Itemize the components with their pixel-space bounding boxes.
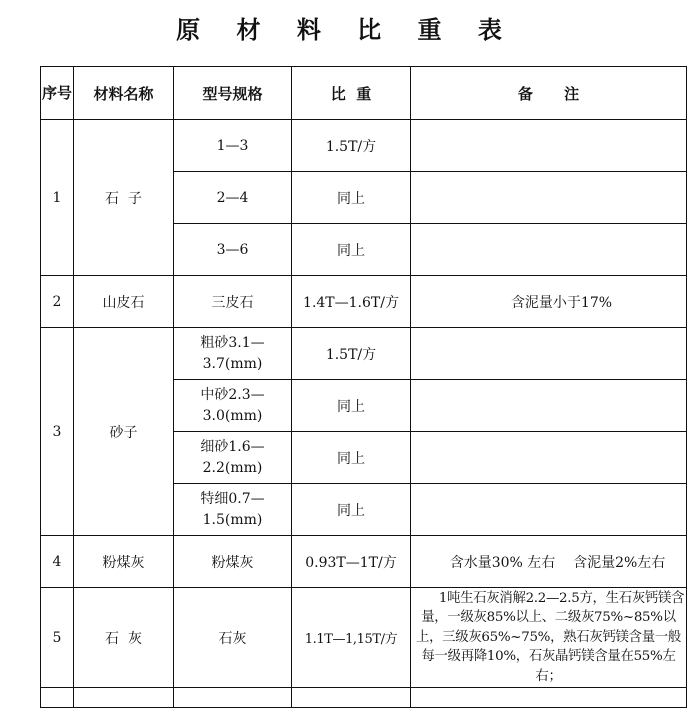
row3-spec-line2: 3.7(mm): [202, 355, 263, 372]
row4-density: 0.93T—1T/方: [292, 536, 411, 588]
row3-seq: 3: [41, 328, 74, 536]
header-row: [41, 67, 687, 120]
row6-name: [74, 688, 174, 708]
row3-spec-line1: 特细0.7—: [200, 490, 265, 507]
row5-name: 石 灰: [74, 588, 174, 688]
row3-spec-line1: 中砂2.3—: [200, 386, 265, 403]
row3-density: 同上: [292, 380, 411, 432]
row3-spec-line1: 细砂1.6—: [200, 438, 265, 455]
row3-spec: [174, 484, 292, 536]
table-row: [41, 688, 687, 708]
material-density-table: [40, 66, 687, 708]
row3-spec-line1: 粗砂3.1—: [200, 334, 265, 351]
row3-density: 1.5T/方: [292, 328, 411, 380]
row3-density: 同上: [292, 484, 411, 536]
row3-note: [411, 328, 687, 380]
row1-note: [411, 120, 687, 172]
row1-name: 石 子: [74, 120, 174, 276]
row5-note: [411, 588, 687, 688]
table-row: [41, 536, 687, 588]
header-spec: 型号规格: [174, 67, 292, 120]
header-seq: 序号: [41, 67, 74, 120]
row1-seq: 1: [41, 120, 74, 276]
row5-seq: 5: [41, 588, 74, 688]
row3-note: [411, 484, 687, 536]
row3-note: [411, 380, 687, 432]
header-density: 比 重: [292, 67, 411, 120]
table-row: [41, 120, 687, 172]
row1-note: [411, 224, 687, 276]
row3-spec-line2: 2.2(mm): [202, 459, 263, 476]
row4-note: 含水量30% 左右 含泥量2%左右: [411, 536, 687, 588]
row5-density: 1.1T—1,15T/方: [292, 588, 411, 688]
row5-spec: 石灰: [174, 588, 292, 688]
row1-spec: 3—6: [174, 224, 292, 276]
row4-name: 粉煤灰: [74, 536, 174, 588]
row3-density: 同上: [292, 432, 411, 484]
row3-name: 砂子: [74, 328, 174, 536]
row1-density: 同上: [292, 172, 411, 224]
row5-note-text: 1吨生石灰消解2.2—2.5方，生石灰钙镁含量，一级灰85%以上、二级灰75%~85%以上，三级灰65%~75%，熟石灰钙镁含量一般每一级再降10%，石灰晶钙镁含量在55%左右；: [415, 590, 685, 684]
row2-note: 含泥量小于17%: [411, 276, 687, 328]
row6-density: [292, 688, 411, 708]
row3-spec: [174, 380, 292, 432]
row1-density: 同上: [292, 224, 411, 276]
row6-seq: [41, 688, 74, 708]
row1-density: 1.5T/方: [292, 120, 411, 172]
row2-spec: 三皮石: [174, 276, 292, 328]
header-note: 备 注: [411, 67, 687, 120]
row2-seq: 2: [41, 276, 74, 328]
row3-spec-line2: 1.5(mm): [202, 511, 263, 528]
row6-spec: [174, 688, 292, 708]
row1-note: [411, 172, 687, 224]
table-row: [41, 276, 687, 328]
table-row: [41, 328, 687, 380]
header-material-name: 材料名称: [74, 67, 174, 120]
row2-density: 1.4T—1.6T/方: [292, 276, 411, 328]
row3-spec-line2: 3.0(mm): [202, 407, 263, 424]
row4-spec: 粉煤灰: [174, 536, 292, 588]
row2-name: 山皮石: [74, 276, 174, 328]
page-title: 原 材 料 比 重 表: [176, 15, 516, 44]
table-row: [41, 588, 687, 688]
row4-seq: 4: [41, 536, 74, 588]
row3-spec: [174, 328, 292, 380]
row1-spec: 2—4: [174, 172, 292, 224]
row3-note: [411, 432, 687, 484]
row1-spec: 1—3: [174, 120, 292, 172]
row3-spec: [174, 432, 292, 484]
row6-note: [411, 688, 687, 708]
